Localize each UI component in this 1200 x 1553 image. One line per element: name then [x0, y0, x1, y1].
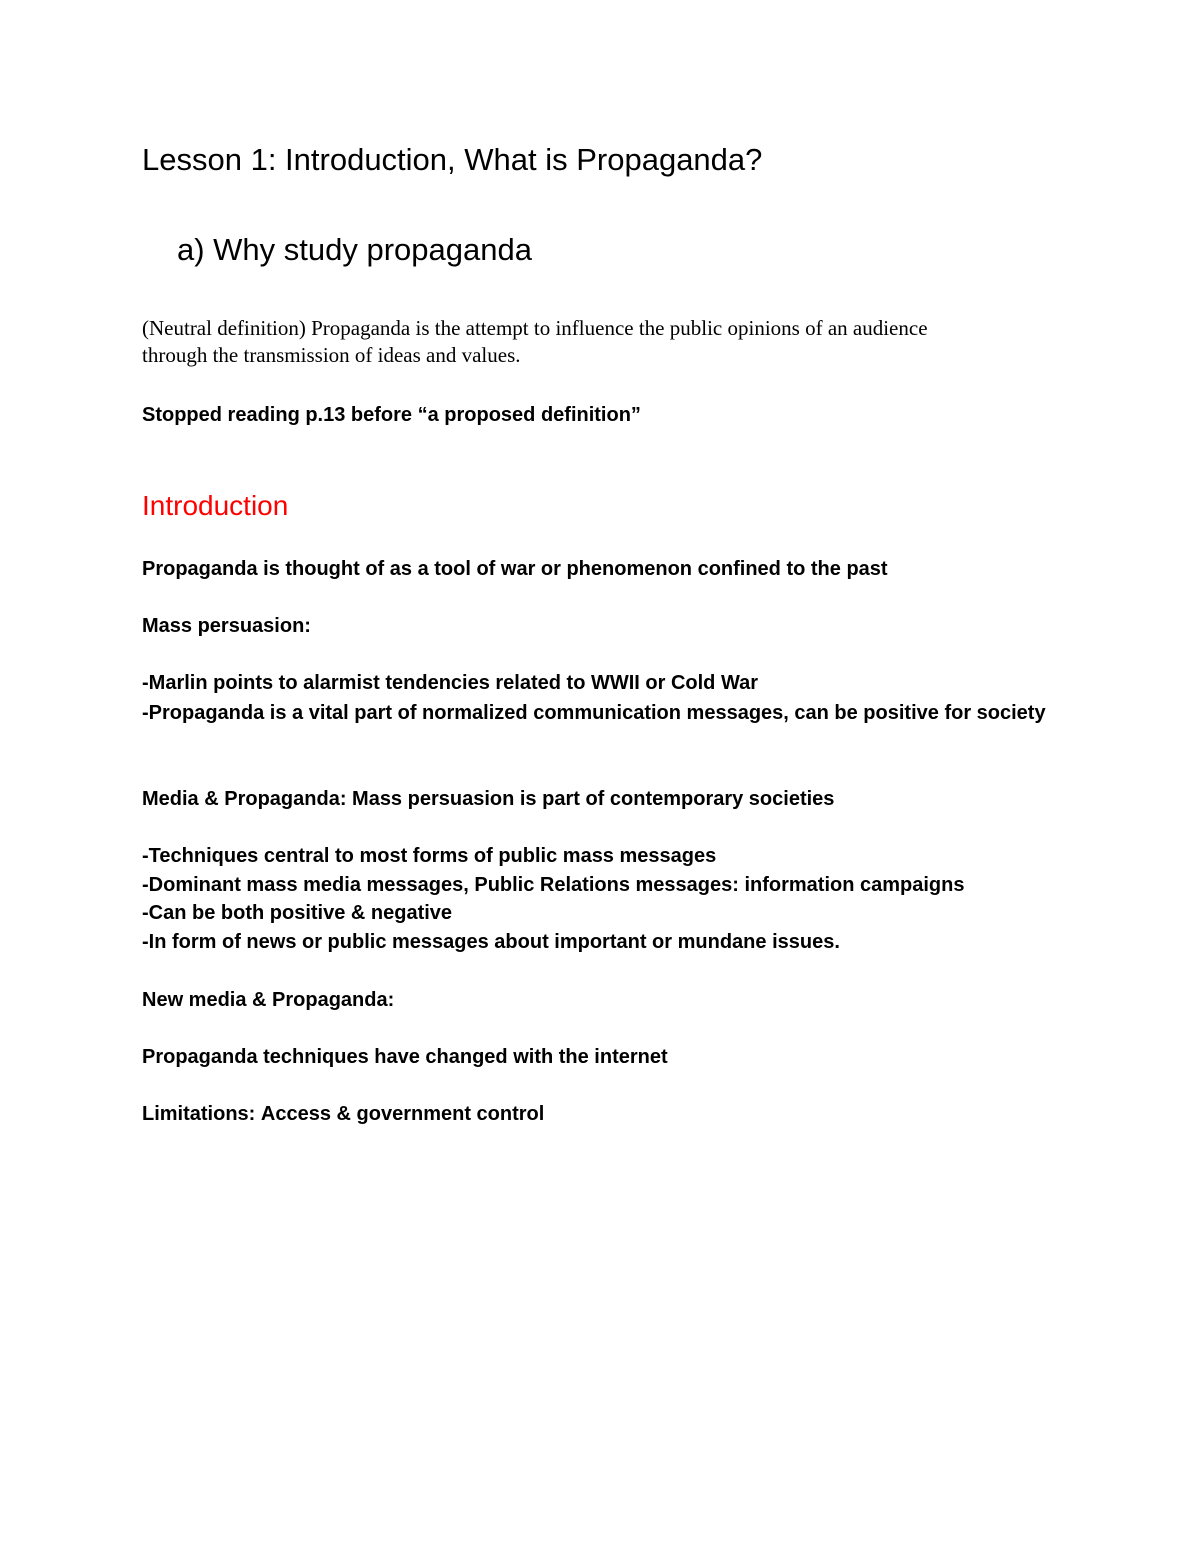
intro-statement: Propaganda is thought of as a tool of war or phenomenon confined to the past: [142, 558, 888, 580]
page-title: Lesson 1: Introduction, What is Propaganda?: [142, 142, 763, 177]
list-item: -In form of news or public messages about important or mundane issues.: [142, 931, 840, 953]
section-heading-introduction: Introduction: [142, 490, 289, 521]
list-item: -Techniques central to most forms of public mass messages: [142, 845, 717, 867]
mass-persuasion-label: Mass persuasion:: [142, 615, 311, 637]
limitations-text: Access & government control: [260, 1103, 545, 1125]
limitations-line: [142, 1103, 544, 1126]
definition-line-1: (Neutral definition) Propaganda is the attempt to influence the public opinions of an audience: [142, 316, 928, 340]
new-media-statement: Propaganda techniques have changed with the internet: [142, 1046, 668, 1068]
subheading-why-study: a) Why study propaganda: [177, 232, 532, 267]
media-heading: Media & Propaganda: Mass persuasion is part of contemporary societies: [142, 788, 835, 810]
limitations-label: Limitations:: [142, 1103, 256, 1125]
definition-line-2: through the transmission of ideas and values.: [142, 343, 521, 367]
reading-note: Stopped reading p.13 before “a proposed definition”: [142, 404, 641, 426]
new-media-label: New media & Propaganda:: [142, 989, 395, 1011]
list-item: -Can be both positive & negative: [142, 902, 453, 924]
list-item: -Propaganda is a vital part of normalized communication messages, can be positive for society: [142, 702, 1046, 724]
list-item: -Marlin points to alarmist tendencies related to WWII or Cold War: [142, 672, 758, 694]
list-item: -Dominant mass media messages, Public Relations messages: information campaigns: [142, 874, 965, 896]
